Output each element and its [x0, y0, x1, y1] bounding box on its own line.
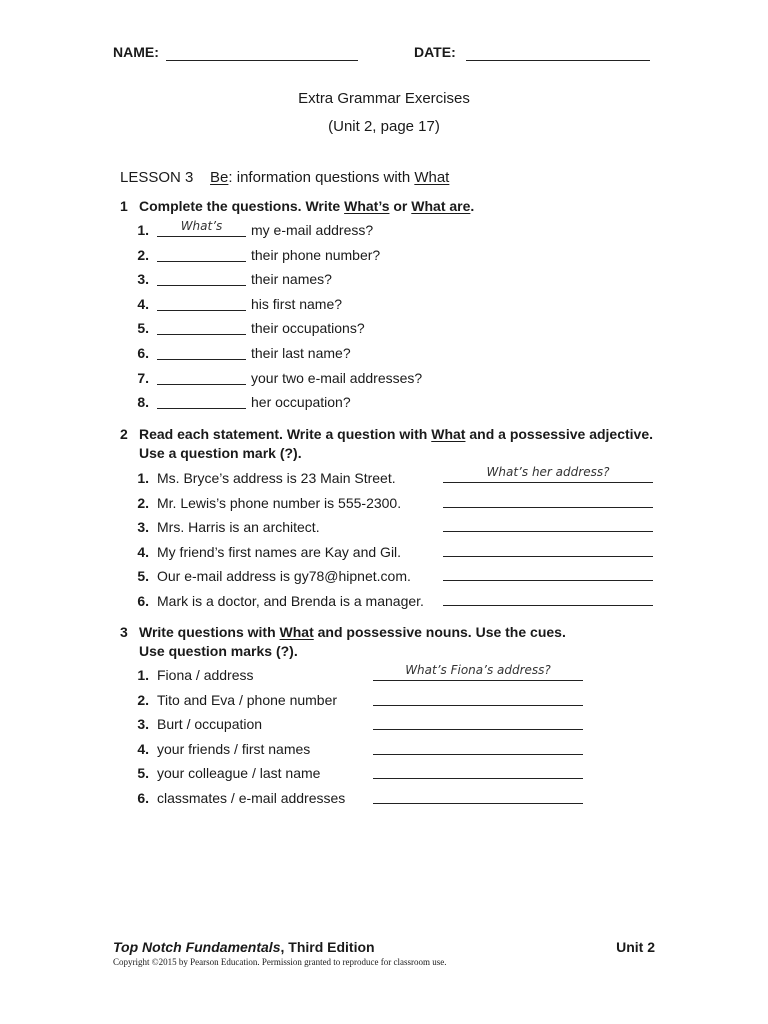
item-number: 2.	[137, 692, 149, 708]
name-field-line[interactable]	[166, 60, 358, 61]
answer-line[interactable]	[443, 556, 653, 557]
footer-unit: Unit 2	[616, 939, 655, 955]
answer-line[interactable]	[443, 482, 653, 483]
exercise3-what: What	[279, 624, 314, 640]
question-text: their last name?	[251, 345, 351, 361]
answer-line[interactable]	[373, 680, 583, 681]
answer-blank[interactable]	[157, 384, 246, 385]
item-number: 7.	[137, 370, 149, 386]
answer-line[interactable]	[443, 580, 653, 581]
answer-line[interactable]	[373, 729, 583, 730]
question-text: their phone number?	[251, 247, 381, 263]
date-label: DATE:	[414, 44, 456, 60]
handwritten-answer: What’s Fiona’s address?	[405, 663, 551, 677]
item-number: 4.	[137, 296, 149, 312]
answer-line[interactable]	[443, 605, 653, 606]
cue-text: your friends / first names	[157, 741, 311, 757]
item-number: 3.	[137, 271, 149, 287]
exercise1-number: 1	[120, 198, 128, 214]
exercise2-instruction-rest: and a possessive adjective.	[465, 426, 654, 442]
lesson-label: LESSON 3	[120, 169, 194, 186]
item-number: 5.	[137, 765, 149, 781]
item-number: 6.	[137, 790, 149, 806]
question-text: their names?	[251, 271, 332, 287]
answer-line[interactable]	[443, 531, 653, 532]
statement-text: Mark is a doctor, and Brenda is a manager.	[157, 593, 424, 609]
answer-blank[interactable]	[157, 359, 246, 360]
exercise1-whats: What’s	[344, 198, 390, 214]
statement-text: Mrs. Harris is an architect.	[157, 519, 320, 535]
page-subtitle: (Unit 2, page 17)	[328, 118, 440, 135]
lesson-heading	[120, 169, 449, 186]
cue-text: Burt / occupation	[157, 716, 263, 732]
exercise1-what-are: What are	[411, 198, 471, 214]
answer-line[interactable]	[373, 754, 583, 755]
footer-copyright: Copyright ©2015 by Pearson Education. Permission granted to reproduce for classroom use.	[113, 957, 447, 967]
answer-blank[interactable]	[157, 334, 246, 335]
cue-text: Fiona / address	[157, 667, 254, 683]
item-number: 1.	[137, 470, 149, 486]
exercise1-period: .	[470, 198, 475, 214]
exercise1-instruction	[139, 198, 474, 214]
exercise3-instruction-line2: Use question marks (?).	[139, 643, 298, 659]
exercise2-instruction-text: Read each statement. Write a question with	[139, 426, 432, 442]
item-number: 4.	[137, 741, 149, 757]
footer-book	[113, 939, 375, 955]
cue-text: your colleague / last name	[157, 765, 321, 781]
item-number: 6.	[137, 593, 149, 609]
exercise2-instruction-line2: Use a question mark (?).	[139, 445, 302, 461]
question-text: your two e-mail addresses?	[251, 370, 423, 386]
statement-text: Ms. Bryce’s address is 23 Main Street.	[157, 470, 396, 486]
exercise3-instruction-rest: and possessive nouns. Use the cues.	[313, 624, 566, 640]
question-text: their occupations?	[251, 320, 365, 336]
exercise2-what: What	[431, 426, 466, 442]
question-text: his first name?	[251, 296, 343, 312]
lesson-topic: : information questions with	[228, 169, 415, 186]
item-number: 3.	[137, 716, 149, 732]
item-number: 6.	[137, 345, 149, 361]
lesson-be: Be	[210, 169, 229, 186]
lesson-what: What	[414, 169, 450, 186]
item-number: 1.	[137, 667, 149, 683]
answer-line[interactable]	[373, 705, 583, 706]
answer-blank[interactable]	[157, 310, 246, 311]
answer-blank[interactable]	[157, 285, 246, 286]
cue-text: Tito and Eva / phone number	[157, 692, 338, 708]
handwritten-answer: What’s	[180, 219, 223, 233]
exercise3-instruction	[139, 624, 566, 640]
item-number: 8.	[137, 394, 149, 410]
item-number: 2.	[137, 495, 149, 511]
item-number: 3.	[137, 519, 149, 535]
cue-text: classmates / e-mail addresses	[157, 790, 346, 806]
item-number: 5.	[137, 568, 149, 584]
answer-line[interactable]	[443, 507, 653, 508]
name-label: NAME:	[113, 44, 159, 60]
question-text: my e-mail address?	[251, 222, 374, 238]
item-number: 4.	[137, 544, 149, 560]
answer-line[interactable]	[373, 778, 583, 779]
answer-line[interactable]	[373, 803, 583, 804]
answer-blank[interactable]	[157, 236, 246, 237]
page-title: Extra Grammar Exercises	[298, 90, 470, 107]
exercise1-instruction-text: Complete the questions. Write	[139, 198, 345, 214]
answer-blank[interactable]	[157, 261, 246, 262]
statement-text: Mr. Lewis’s phone number is 555-2300.	[157, 495, 402, 511]
item-number: 2.	[137, 247, 149, 263]
date-field-line[interactable]	[466, 60, 650, 61]
exercise1-or: or	[389, 198, 412, 214]
footer-book-title: Top Notch Fundamentals	[113, 939, 281, 955]
exercise3-number: 3	[120, 624, 128, 640]
answer-blank[interactable]	[157, 408, 246, 409]
exercise3-instruction-text: Write questions with	[139, 624, 280, 640]
item-number: 5.	[137, 320, 149, 336]
exercise2-instruction	[139, 426, 653, 442]
handwritten-answer: What’s her address?	[486, 465, 610, 479]
item-number: 1.	[137, 222, 149, 238]
footer-edition: , Third Edition	[280, 939, 375, 955]
exercise2-number: 2	[120, 426, 128, 442]
statement-text: My friend’s first names are Kay and Gil.	[157, 544, 402, 560]
statement-text: Our e-mail address is gy78@hipnet.com.	[157, 568, 411, 584]
question-text: her occupation?	[251, 394, 351, 410]
